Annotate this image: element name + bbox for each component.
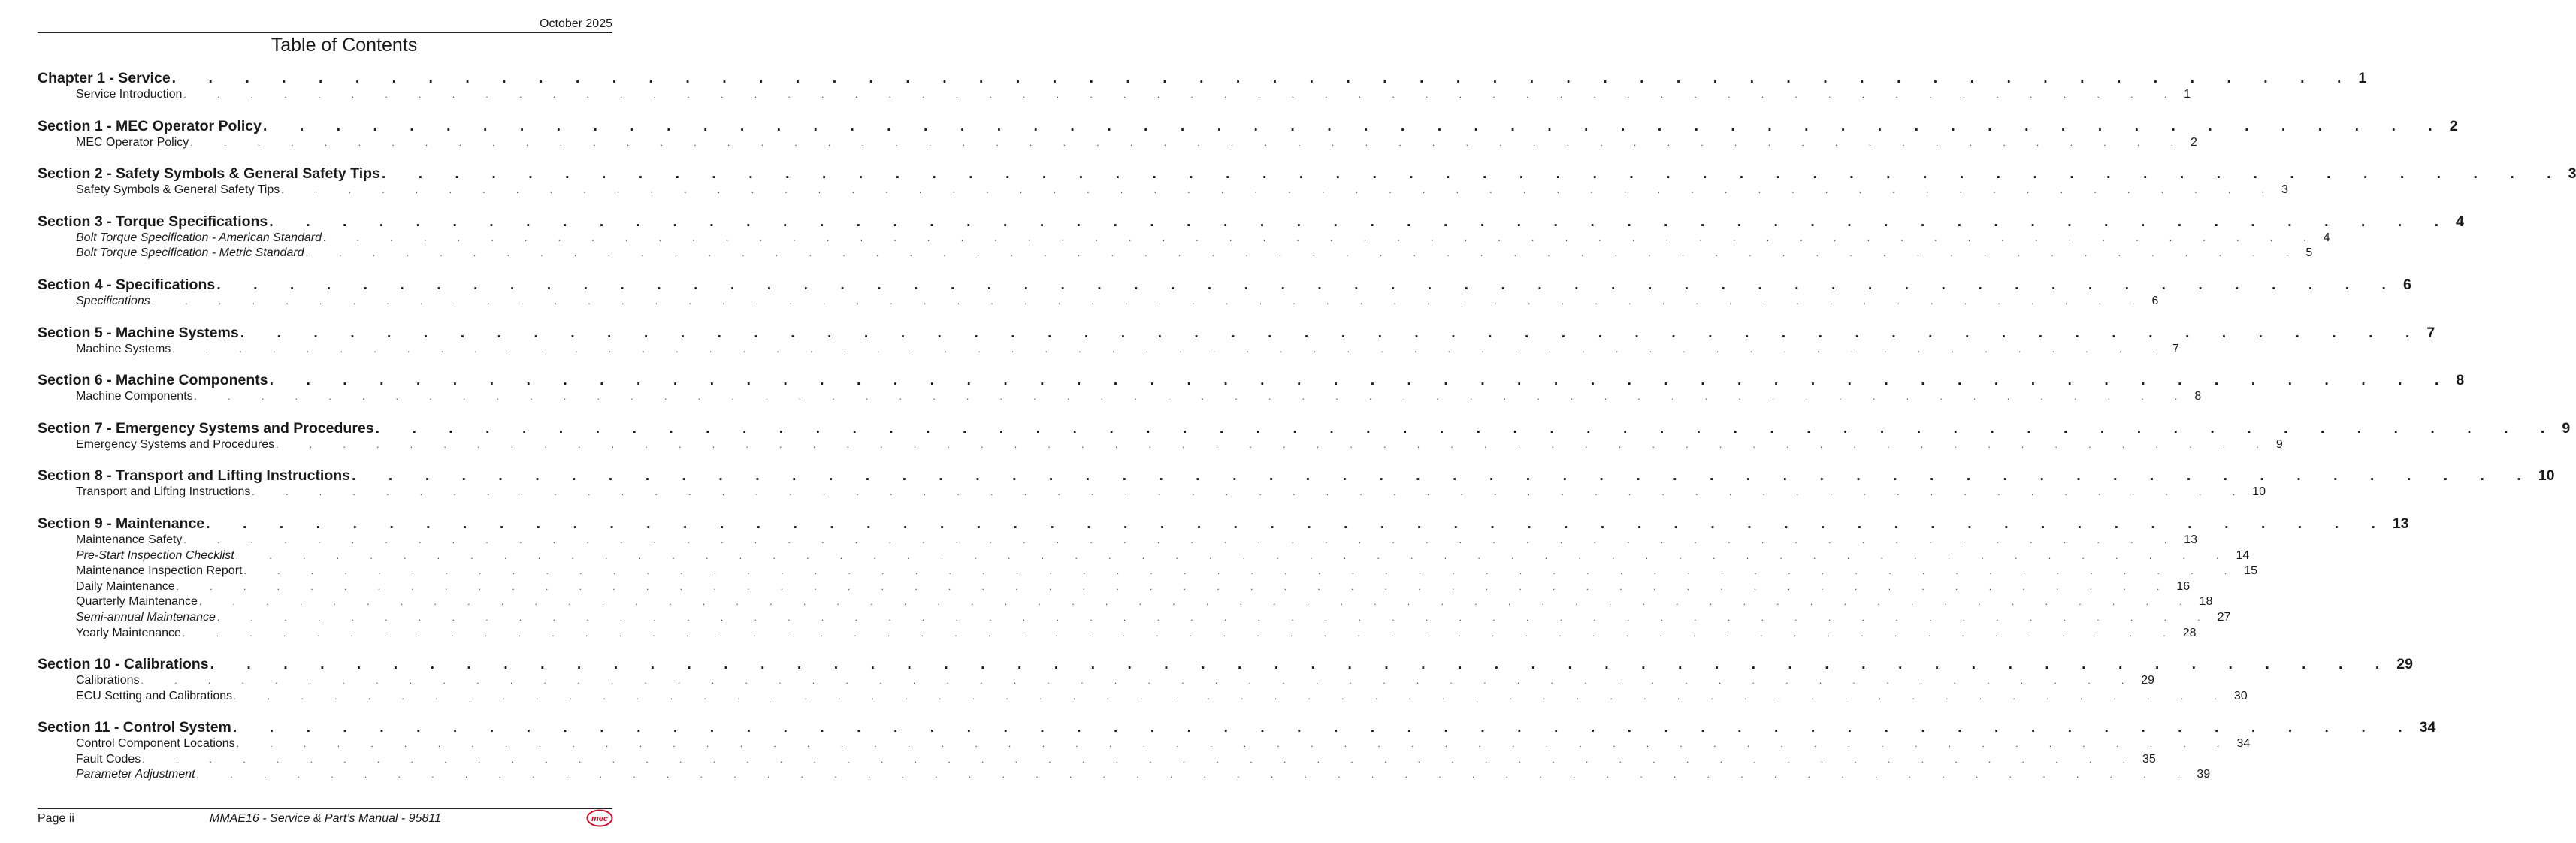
toc-heading-page-number: 2 [2447,117,2458,135]
toc-heading-label: Section 10 - Calibrations [38,656,209,673]
toc-section [38,718,2436,783]
toc-heading[interactable] [38,213,2464,231]
toc-heading[interactable] [38,165,2576,183]
dot-leader: . . . . . . . . . . . . . . . . . . . . . . . . . . . . . . . . . . . . . . . . . . . . . . . . . . . . . . . . . . . . [323,232,2321,243]
toc-entry-label: Quarterly Maintenance [76,594,199,610]
toc-heading[interactable] [38,117,2458,135]
toc-entry[interactable] [38,533,2197,548]
toc-entry[interactable] [38,135,2197,151]
toc-heading-label: Section 9 - Maintenance [38,515,205,532]
dot-leader: . . . . . . . . . . . . . . . . . . . . . . . . . . . . . . . . . . . . . . . . . . . . . . . . . . . . . . . . . . . . [206,515,2390,532]
dot-leader: . . . . . . . . . . . . . . . . . . . . . . . . . . . . . . . . . . . . . . . . . . . . . . . . . . . . . . . . . . . . [176,581,2174,592]
toc-entry-page-number: 30 [2231,689,2248,705]
toc-heading-label: Section 3 - Torque Specifications [38,213,268,230]
dot-leader: . . . . . . . . . . . . . . . . . . . . . . . . . . . . . . . . . . . . . . . . . . . . . . . . . . . . . . . . . . . . [262,117,2447,134]
toc-heading-label: Section 2 - Safety Symbols & General Safety Tips [38,165,380,183]
toc-entry-page-number: 27 [2215,610,2231,626]
toc-heading-page-number: 10 [2535,467,2555,485]
toc-entry-page-number: 28 [2180,626,2197,642]
toc-entry[interactable] [38,767,2211,783]
toc-entry[interactable] [38,752,2156,768]
mec-logo-text: mec [591,814,609,823]
toc-entry-page-number: 10 [2249,485,2266,500]
toc-entry-label: Bolt Torque Specification - American Standard [76,231,323,246]
dot-leader: . . . . . . . . . . . . . . . . . . . . . . . . . . . . . . . . . . . . . . . . . . . . . . . . . . . . . . . . . . . . [232,719,2417,736]
toc-entry-label: Maintenance Inspection Report [76,564,243,579]
toc-entry-label: Control Component Locations [76,736,237,752]
dot-leader: . . . . . . . . . . . . . . . . . . . . . . . . . . . . . . . . . . . . . . . . . . . . . . . . . . . . . . . . . . . . [216,612,2215,623]
toc-heading-page-number: 34 [2417,718,2436,736]
toc-heading[interactable] [38,324,2435,342]
toc-entry-page-number: 39 [2194,767,2210,783]
dot-leader: . . . . . . . . . . . . . . . . . . . . . . . . . . . . . . . . . . . . . . . . . . . . . . . . . . . . . . . . . . . . [183,534,2181,545]
toc-entry-page-number: 5 [2302,246,2312,261]
toc-section [38,117,2458,151]
toc-section [38,69,2367,103]
toc-heading-label: Section 7 - Emergency Systems and Procedures [38,419,374,437]
toc-entry-label: MEC Operator Policy [76,135,190,151]
toc-entry-label: Calibrations [76,673,141,689]
toc-entry-page-number: 6 [2148,294,2158,310]
footer-rule [38,808,612,809]
toc-heading-page-number: 9 [2559,419,2570,437]
toc-entry[interactable] [38,231,2330,246]
dot-leader: . . . . . . . . . . . . . . . . . . . . . . . . . . . . . . . . . . . . . . . . . . . . . . . . . . . . . . . . . . . . [141,675,2139,687]
dot-leader: . . . . . . . . . . . . . . . . . . . . . . . . . . . . . . . . . . . . . . . . . . . . . . . . . . . . . . . . . . . . [210,656,2394,673]
toc-entry-page-number: 18 [2197,594,2213,610]
toc-entry-label: Emergency Systems and Procedures [76,437,276,453]
dot-leader: . . . . . . . . . . . . . . . . . . . . . . . . . . . . . . . . . . . . . . . . . . . . . . . . . . . . . . . . . . . . [269,213,2453,230]
toc-heading-page-number: 1 [2355,69,2366,87]
footer-manual-title: MMAE16 - Service & Part’s Manual - 95811 [210,812,441,825]
dot-leader: . . . . . . . . . . . . . . . . . . . . . . . . . . . . . . . . . . . . . . . . . . . . . . . . . . . . . . . . . . . . [142,754,2140,765]
toc-entry-label: Pre-Start Inspection Checklist [76,548,236,564]
toc-entry[interactable] [38,548,2250,564]
toc-entry-label: Semi-annual Maintenance [76,610,217,626]
toc-heading-label: Section 1 - MEC Operator Policy [38,117,262,134]
toc-entry[interactable] [38,594,2213,610]
dot-leader: . . . . . . . . . . . . . . . . . . . . . . . . . . . . . . . . . . . . . . . . . . . . . . . . . . . . . . . . . . . . [243,566,2242,577]
toc-entry[interactable] [38,564,2258,579]
page-date: October 2025 [540,17,612,30]
toc-entry[interactable] [38,485,2266,500]
toc-heading-label: Section 11 - Control System [38,719,231,736]
table-of-contents [38,69,2576,797]
toc-entry[interactable] [38,246,2313,261]
dot-leader: . . . . . . . . . . . . . . . . . . . . . . . . . . . . . . . . . . . . . . . . . . . . . . . . . . . . . . . . . . . . [198,597,2197,608]
toc-entry-page-number: 34 [2233,736,2250,752]
toc-entry-page-number: 35 [2139,752,2156,768]
toc-entry[interactable] [38,342,2179,358]
toc-entry[interactable] [38,183,2288,198]
toc-heading[interactable] [38,419,2571,437]
toc-section [38,371,2465,405]
dot-leader: . . . . . . . . . . . . . . . . . . . . . . . . . . . . . . . . . . . . . . . . . . . . . . . . . . . . . . . . . . . . [182,627,2180,639]
toc-section [38,467,2555,500]
toc-entry[interactable] [38,389,2202,405]
toc-entry[interactable] [38,673,2155,689]
toc-entry-label: Machine Components [76,389,195,405]
toc-heading-page-number: 4 [2453,213,2464,231]
toc-entry[interactable] [38,87,2191,103]
dot-leader: . . . . . . . . . . . . . . . . . . . . . . . . . . . . . . . . . . . . . . . . . . . . . . . . . . . . . . . . . . . . [235,550,2233,561]
toc-entry[interactable] [38,626,2197,642]
dot-leader: . . . . . . . . . . . . . . . . . . . . . . . . . . . . . . . . . . . . . . . . . . . . . . . . . . . . . . . . . . . . [196,769,2194,781]
toc-heading-page-number: 8 [2453,371,2464,389]
toc-entry-page-number: 2 [2187,135,2197,151]
toc-entry-page-number: 15 [2241,564,2257,579]
toc-heading-page-number: 7 [2423,324,2435,342]
toc-entry-label: Daily Maintenance [76,579,177,595]
toc-heading-page-number: 13 [2390,515,2409,533]
toc-heading-label: Section 4 - Specifications [38,276,216,293]
toc-entry-label: Transport and Lifting Instructions [76,485,252,500]
toc-entry-page-number: 16 [2173,579,2190,595]
footer-page-label: Page ii [38,812,74,825]
dot-leader: . . . . . . . . . . . . . . . . . . . . . . . . . . . . . . . . . . . . . . . . . . . . . . . . . . . . . . . . . . . . [276,439,2273,450]
toc-entry-page-number: 4 [2321,231,2330,246]
toc-section [38,324,2435,358]
toc-entry[interactable] [38,689,2248,705]
header-rule [38,32,612,33]
toc-entry-label: Fault Codes [76,752,142,768]
toc-entry-label: Bolt Torque Specification - Metric Standard [76,246,306,261]
toc-entry-page-number: 13 [2181,533,2197,548]
dot-leader: . . . . . . . . . . . . . . . . . . . . . . . . . . . . . . . . . . . . . . . . . . . . . . . . . . . . . . . . . . . . [269,372,2454,389]
dot-leader: . . . . . . . . . . . . . . . . . . . . . . . . . . . . . . . . . . . . . . . . . . . . . . . . . . . . . . . . . . . . [216,276,2400,293]
toc-heading-page-number: 29 [2393,655,2413,673]
toc-heading[interactable] [38,276,2411,294]
dot-leader: . . . . . . . . . . . . . . . . . . . . . . . . . . . . . . . . . . . . . . . . . . . . . . . . . . . . . . . . . . . . [171,70,2356,86]
toc-heading[interactable] [38,718,2436,736]
toc-section [38,655,2413,704]
toc-entry[interactable] [38,610,2231,626]
toc-entry-label: Safety Symbols & General Safety Tips [76,183,281,198]
dot-leader: . . . . . . . . . . . . . . . . . . . . . . . . . . . . . . . . . . . . . . . . . . . . . . . . . . . . . . . . . . . . [381,165,2565,183]
toc-entry-page-number: 9 [2273,437,2283,453]
toc-entry-page-number: 3 [2278,183,2288,198]
toc-entry-page-number: 29 [2138,673,2154,689]
toc-entry-page-number: 8 [2191,389,2201,405]
dot-leader: . . . . . . . . . . . . . . . . . . . . . . . . . . . . . . . . . . . . . . . . . . . . . . . . . . . . . . . . . . . . [375,419,2559,437]
toc-entry-page-number: 7 [2169,342,2179,358]
toc-heading[interactable] [38,371,2465,389]
dot-leader: . . . . . . . . . . . . . . . . . . . . . . . . . . . . . . . . . . . . . . . . . . . . . . . . . . . . . . . . . . . . [252,487,2250,498]
dot-leader: . . . . . . . . . . . . . . . . . . . . . . . . . . . . . . . . . . . . . . . . . . . . . . . . . . . . . . . . . . . . [240,324,2424,341]
toc-heading-label: Section 8 - Transport and Lifting Instructions [38,467,351,485]
toc-entry[interactable] [38,437,2283,453]
dot-leader: . . . . . . . . . . . . . . . . . . . . . . . . . . . . . . . . . . . . . . . . . . . . . . . . . . . . . . . . . . . . [183,89,2181,100]
toc-section [38,276,2411,310]
toc-section [38,165,2576,198]
toc-entry[interactable] [38,579,2191,595]
toc-entry-page-number: 14 [2233,548,2250,564]
toc-heading[interactable] [38,515,2409,533]
toc-heading-page-number: 6 [2400,276,2411,294]
toc-entry-label: Maintenance Safety [76,533,183,548]
dot-leader: . . . . . . . . . . . . . . . . . . . . . . . . . . . . . . . . . . . . . . . . . . . . . . . . . . . . . . . . . . . . [234,690,2231,702]
toc-section [38,515,2409,641]
toc-entry-label: Specifications [76,294,152,310]
toc-entry-label: Yearly Maintenance [76,626,183,642]
dot-leader: . . . . . . . . . . . . . . . . . . . . . . . . . . . . . . . . . . . . . . . . . . . . . . . . . . . . . . . . . . . . [190,137,2188,148]
toc-entry[interactable] [38,736,2251,752]
toc-heading-label: Chapter 1 - Service [38,70,171,86]
mec-logo-icon [586,809,613,827]
toc-entry-label: Service Introduction [76,87,183,103]
dot-leader: . . . . . . . . . . . . . . . . . . . . . . . . . . . . . . . . . . . . . . . . . . . . . . . . . . . . . . . . . . . . [281,185,2278,196]
toc-entry-label: ECU Setting and Calibrations [76,689,234,705]
dot-leader: . . . . . . . . . . . . . . . . . . . . . . . . . . . . . . . . . . . . . . . . . . . . . . . . . . . . . . . . . . . . [151,295,2149,307]
toc-entry-label: Parameter Adjustment [76,767,197,783]
toc-heading-label: Section 5 - Machine Systems [38,324,239,341]
dot-leader: . . . . . . . . . . . . . . . . . . . . . . . . . . . . . . . . . . . . . . . . . . . . . . . . . . . . . . . . . . . . [172,343,2170,355]
toc-section [38,419,2571,453]
toc-heading-label: Section 6 - Machine Components [38,372,268,389]
toc-heading[interactable] [38,655,2413,673]
toc-heading-page-number: 3 [2565,165,2576,183]
toc-entry-label: Machine Systems [76,342,172,358]
page-title: Table of Contents [271,35,418,56]
dot-leader: . . . . . . . . . . . . . . . . . . . . . . . . . . . . . . . . . . . . . . . . . . . . . . . . . . . . . . . . . . . . [236,739,2234,750]
dot-leader: . . . . . . . . . . . . . . . . . . . . . . . . . . . . . . . . . . . . . . . . . . . . . . . . . . . . . . . . . . . . [305,248,2303,259]
toc-entry-page-number: 1 [2181,87,2191,103]
dot-leader: . . . . . . . . . . . . . . . . . . . . . . . . . . . . . . . . . . . . . . . . . . . . . . . . . . . . . . . . . . . . [352,467,2535,485]
toc-entry[interactable] [38,294,2159,310]
toc-heading[interactable] [38,69,2367,87]
toc-heading[interactable] [38,467,2555,485]
toc-section [38,213,2464,261]
dot-leader: . . . . . . . . . . . . . . . . . . . . . . . . . . . . . . . . . . . . . . . . . . . . . . . . . . . . . . . . . . . . [194,391,2192,403]
